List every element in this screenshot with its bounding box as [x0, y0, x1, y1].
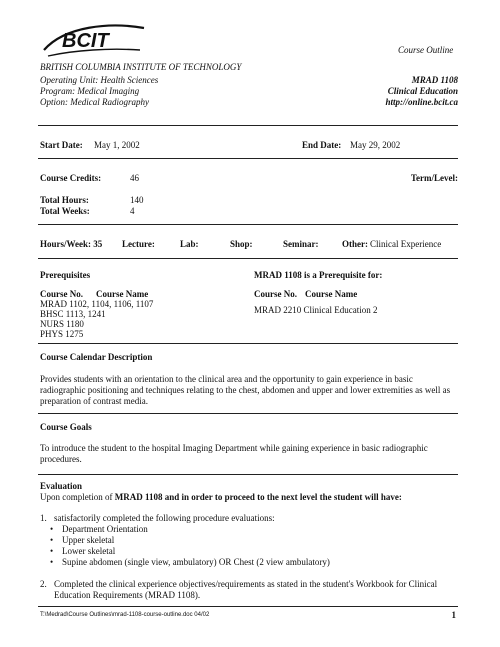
- calendar-heading: Course Calendar Description: [40, 352, 153, 362]
- credits-value: 46: [130, 173, 139, 183]
- doc-type: Course Outline: [398, 45, 454, 55]
- prereq-row: PHYS 1275: [40, 329, 84, 339]
- logo-text: BCIT: [62, 30, 109, 52]
- evaluation-item-text: satisfactorily completed the following procedure evaluations:: [54, 513, 275, 523]
- page-number: 1: [451, 610, 456, 620]
- prereq-col-no: Course No.: [40, 289, 83, 299]
- course-title: Clinical Education: [387, 86, 458, 96]
- end-date-value: May 29, 2002: [350, 140, 401, 150]
- total-weeks-value: 4: [130, 206, 135, 216]
- prereq-col-name: Course Name: [96, 289, 149, 299]
- prereq-row: MRAD 1102, 1104, 1106, 1107: [40, 299, 154, 309]
- list-item: • Department Orientation: [50, 524, 330, 535]
- divider: [38, 343, 458, 344]
- footer-path: T:\Medrad\Course Outlines\mrad-1108-course-outline.doc 04/02: [40, 612, 210, 618]
- procedure-list: [50, 524, 330, 568]
- total-weeks-label: Total Weeks:: [40, 206, 90, 216]
- item-number: 2.: [40, 579, 47, 589]
- divider: [38, 258, 458, 259]
- institute-name: BRITISH COLUMBIA INSTITUTE OF TECHNOLOGY: [40, 62, 242, 72]
- evaluation-item-text: Completed the clinical experience objectives/requirements as stated in the student's Workbook for Clinical Education Requirements (MRAD 1108).: [54, 579, 438, 600]
- other-value: Clinical Experience: [370, 239, 442, 249]
- program: Program: Medical Imaging: [40, 86, 140, 96]
- start-date-label: Start Date:: [40, 140, 83, 150]
- prereq-for-col-name: Course Name: [305, 289, 358, 299]
- lab-label: Lab:: [180, 239, 199, 249]
- evaluation-intro-course: MRAD 1108 and in order to proceed to the next level the student will have:: [114, 492, 402, 502]
- divider: [38, 158, 458, 159]
- prereq-for-row: MRAD 2210 Clinical Education 2: [254, 305, 378, 315]
- term-level-label: Term/Level:: [410, 173, 458, 183]
- divider: [38, 606, 458, 607]
- total-hours-label: Total Hours:: [40, 195, 89, 205]
- divider: [38, 125, 458, 126]
- seminar-label: Seminar:: [283, 239, 319, 249]
- evaluation-heading: Evaluation: [40, 481, 83, 491]
- start-date-value: May 1, 2002: [94, 140, 140, 150]
- end-date-label: End Date:: [302, 140, 342, 150]
- course-code: MRAD 1108: [411, 75, 458, 85]
- lecture-label: Lecture:: [122, 239, 155, 249]
- divider: [38, 474, 458, 475]
- divider: [38, 224, 458, 225]
- option: Option: Medical Radiography: [40, 97, 149, 107]
- prereq-row: NURS 1180: [40, 319, 84, 329]
- prereq-for-heading: MRAD 1108 is a Prerequisite for:: [254, 270, 383, 280]
- prereq-for-col-no: Course No.: [254, 289, 297, 299]
- evaluation-intro: [40, 492, 402, 503]
- bcit-logo-graphic: [40, 20, 150, 62]
- other-label: Other:: [342, 239, 368, 249]
- goals-text: To introduce the student to the hospital Imaging Department while gaining experience in basic radiographic procedures.: [40, 443, 428, 464]
- list-item: • Supine abdomen (single view, ambulatory) OR Chest (2 view ambulatory): [50, 557, 330, 568]
- prereq-heading: Prerequisites: [40, 270, 91, 280]
- divider: [38, 413, 458, 414]
- calendar-text: Provides students with an orientation to the clinical area and the opportunity to gain experience in basic radiographic positioning and techniques relating to the chest, abdomen and upper and lower extremities as well as preparation of contrast media.: [40, 374, 451, 406]
- total-hours-value: 140: [130, 195, 144, 205]
- course-url: http://online.bcit.ca: [385, 97, 458, 107]
- item-number: 1.: [40, 513, 47, 523]
- operating-unit: Operating Unit: Health Sciences: [40, 75, 159, 85]
- prereq-row: BHSC 1113, 1241: [40, 309, 106, 319]
- shop-label: Shop:: [230, 239, 253, 249]
- evaluation-intro-start: Upon completion of: [40, 492, 115, 502]
- goals-heading: Course Goals: [40, 422, 92, 432]
- list-item: • Lower skeletal: [50, 546, 330, 557]
- credits-label: Course Credits:: [40, 173, 102, 183]
- hours-per-week: Hours/Week: 35: [40, 239, 103, 249]
- list-item: • Upper skeletal: [50, 535, 330, 546]
- bcit-logo: [40, 20, 150, 62]
